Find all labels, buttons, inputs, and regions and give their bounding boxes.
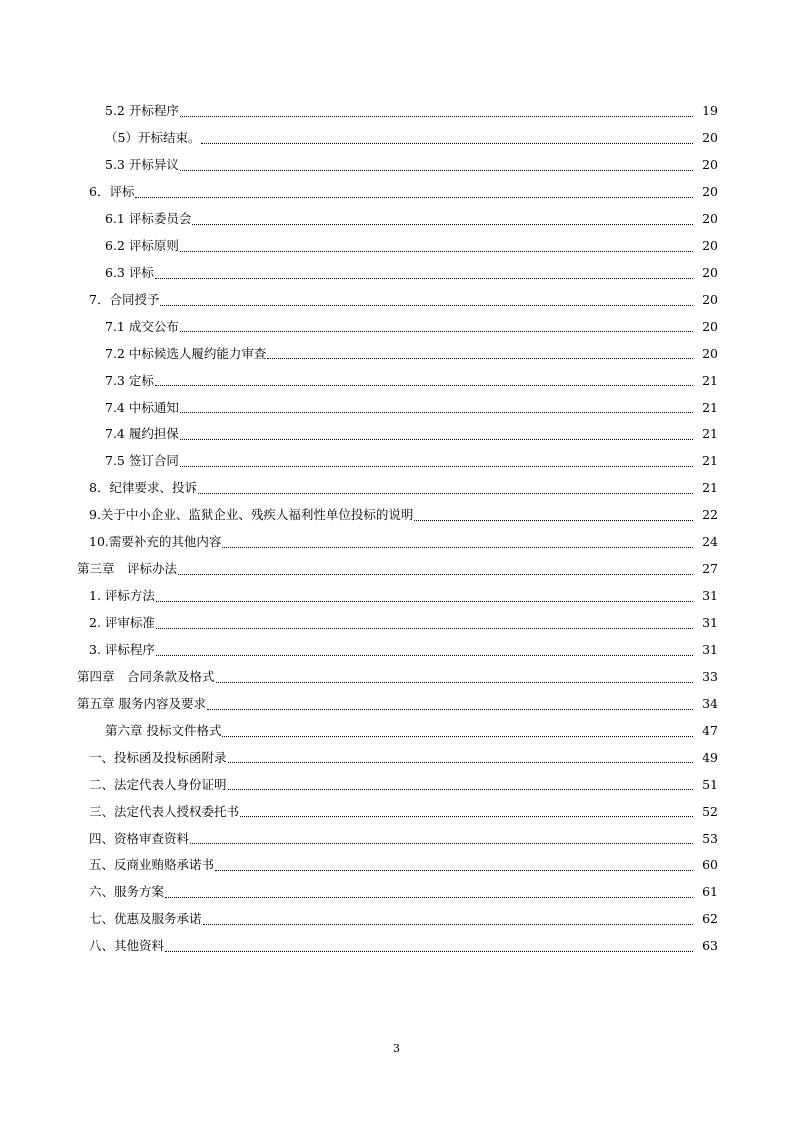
- toc-entry-title: 6.3 评标: [105, 264, 154, 280]
- toc-entry-page-number: 20: [702, 210, 718, 226]
- toc-entry[interactable]: [0, 287, 793, 314]
- toc-dot-leader: [267, 357, 693, 359]
- toc-entry-page-number: 20: [702, 157, 718, 173]
- toc-dot-leader: [180, 465, 693, 467]
- toc-entry-page-number: 20: [702, 291, 718, 307]
- toc-dot-leader: [156, 627, 693, 629]
- toc-entry-page-number: 63: [702, 938, 718, 954]
- toc-entry[interactable]: [0, 475, 793, 502]
- toc-entry-page-number: 60: [702, 857, 718, 873]
- toc-entry-title: 1. 评标方法: [89, 588, 155, 604]
- toc-entry[interactable]: [0, 825, 793, 852]
- toc-entry-title: 7.1 成交公布: [105, 318, 179, 334]
- toc-entry-page-number: 20: [702, 130, 718, 146]
- toc-entry[interactable]: [0, 394, 793, 421]
- toc-entry-title: 一、投标函及投标函附录: [89, 749, 227, 765]
- toc-dot-leader: [216, 681, 693, 683]
- toc-dot-leader: [222, 735, 693, 737]
- toc-entry[interactable]: [0, 314, 793, 341]
- toc-entry-title: 7.5 签订合同: [105, 453, 179, 469]
- toc-dot-leader: [165, 950, 693, 952]
- toc-dot-leader: [240, 815, 693, 817]
- toc-entry-title: （5）开标结束。: [105, 130, 201, 146]
- toc-entry-page-number: 31: [702, 641, 718, 657]
- toc-dot-leader: [414, 519, 693, 521]
- toc-dot-leader: [155, 277, 693, 279]
- toc-entry-page-number: 49: [702, 749, 718, 765]
- toc-entry[interactable]: [0, 583, 793, 610]
- toc-dot-leader: [156, 600, 693, 602]
- toc-entry-page-number: 21: [702, 372, 718, 388]
- toc-entry-title: 七、优惠及服务承诺: [89, 911, 202, 927]
- toc-dot-leader: [190, 842, 693, 844]
- toc-entry-title: 六、服务方案: [89, 884, 165, 900]
- toc-entry-title: 10.需要补充的其他内容: [89, 534, 222, 550]
- toc-entry-page-number: 20: [702, 345, 718, 361]
- toc-entry[interactable]: [0, 933, 793, 960]
- toc-entry[interactable]: [0, 610, 793, 637]
- toc-entry-page-number: 31: [702, 615, 718, 631]
- toc-dot-leader: [215, 869, 693, 871]
- toc-entry-title: 第三章 评标办法: [77, 561, 178, 577]
- toc-dot-leader: [203, 923, 693, 925]
- toc-dot-leader: [156, 654, 693, 656]
- toc-entry[interactable]: [0, 771, 793, 798]
- toc-entry[interactable]: [0, 98, 793, 125]
- toc-entry[interactable]: [0, 448, 793, 475]
- toc-entry-title: 5.3 开标异议: [105, 157, 179, 173]
- toc-entry-title: 2. 评审标准: [89, 615, 155, 631]
- toc-dot-leader: [198, 492, 693, 494]
- toc-dot-leader: [155, 384, 693, 386]
- toc-entry-title: 第四章 合同条款及格式: [77, 668, 215, 684]
- toc-entry[interactable]: [0, 529, 793, 556]
- toc-entry-page-number: 51: [702, 776, 718, 792]
- toc-dot-leader: [165, 896, 693, 898]
- toc-entry[interactable]: [0, 691, 793, 718]
- toc-entry-title: 八、其他资料: [89, 938, 165, 954]
- toc-entry-title: 四、资格审查资料: [89, 830, 190, 846]
- toc-entry[interactable]: [0, 179, 793, 206]
- toc-entry-page-number: 21: [702, 453, 718, 469]
- page-number: 3: [393, 1042, 400, 1055]
- toc-entry-title: 5.2 开标程序: [105, 103, 179, 119]
- toc-entry[interactable]: [0, 260, 793, 287]
- toc-dot-leader: [180, 169, 693, 171]
- toc-entry-page-number: 21: [702, 480, 718, 496]
- toc-entry[interactable]: [0, 340, 793, 367]
- toc-entry-title: 7.4 履约担保: [105, 426, 179, 442]
- toc-entry[interactable]: [0, 745, 793, 772]
- toc-entry-page-number: 20: [702, 264, 718, 280]
- toc-dot-leader: [180, 438, 693, 440]
- toc-entry[interactable]: [0, 206, 793, 233]
- toc-dot-leader: [180, 250, 693, 252]
- toc-entry[interactable]: [0, 556, 793, 583]
- toc-entry-title: 7.4 中标通知: [105, 399, 179, 415]
- toc-dot-leader: [228, 761, 693, 763]
- toc-entry[interactable]: [0, 664, 793, 691]
- toc-entry-title: 6.2 评标原则: [105, 237, 179, 253]
- toc-entry-page-number: 20: [702, 184, 718, 200]
- toc-entry-page-number: 62: [702, 911, 718, 927]
- toc-entry[interactable]: [0, 152, 793, 179]
- toc-entry-title: 第六章 投标文件格式: [105, 722, 222, 738]
- toc-entry-page-number: 24: [702, 534, 718, 550]
- toc-entry-title: 8．纪律要求、投诉: [89, 480, 197, 496]
- toc-dot-leader: [135, 196, 693, 198]
- toc-entry-page-number: 19: [702, 103, 718, 119]
- toc-entry[interactable]: [0, 421, 793, 448]
- toc-entry[interactable]: [0, 502, 793, 529]
- toc-entry-title: 7.3 定标: [105, 372, 154, 388]
- toc-entry[interactable]: [0, 125, 793, 152]
- toc-dot-leader: [160, 304, 693, 306]
- toc-entry-page-number: 22: [702, 507, 718, 523]
- toc-entry-title: 6．评标: [89, 184, 135, 200]
- toc-dot-leader: [180, 330, 693, 332]
- toc-dot-leader: [222, 546, 693, 548]
- toc-entry[interactable]: [0, 798, 793, 825]
- table-of-contents: [0, 98, 793, 960]
- toc-entry-title: 第五章 服务内容及要求: [77, 695, 206, 711]
- toc-entry-title: 二、法定代表人身份证明: [89, 776, 227, 792]
- toc-entry-page-number: 27: [702, 561, 718, 577]
- toc-entry[interactable]: [0, 852, 793, 879]
- toc-entry-page-number: 20: [702, 237, 718, 253]
- toc-entry[interactable]: [0, 367, 793, 394]
- toc-entry-title: 9.关于中小企业、监狱企业、残疾人福利性单位投标的说明: [89, 507, 414, 523]
- toc-dot-leader: [207, 708, 693, 710]
- toc-entry-page-number: 20: [702, 318, 718, 334]
- toc-entry-title: 3. 评标程序: [89, 641, 155, 657]
- toc-entry-page-number: 47: [702, 722, 718, 738]
- toc-entry-page-number: 33: [702, 668, 718, 684]
- toc-dot-leader: [228, 788, 693, 790]
- toc-entry-page-number: 31: [702, 588, 718, 604]
- toc-entry[interactable]: [0, 233, 793, 260]
- toc-entry-page-number: 52: [702, 803, 718, 819]
- toc-entry-title: 7．合同授予: [89, 291, 160, 307]
- toc-entry[interactable]: [0, 906, 793, 933]
- toc-entry-page-number: 21: [702, 399, 718, 415]
- toc-dot-leader: [180, 411, 693, 413]
- toc-entry-page-number: 21: [702, 426, 718, 442]
- toc-entry[interactable]: [0, 879, 793, 906]
- toc-entry-title: 三、法定代表人授权委托书: [89, 803, 240, 819]
- toc-dot-leader: [201, 142, 693, 144]
- toc-entry[interactable]: [0, 637, 793, 664]
- toc-entry-title: 6.1 评标委员会: [105, 210, 192, 226]
- toc-dot-leader: [192, 223, 693, 225]
- toc-entry-title: 7.2 中标候选人履约能力审查: [105, 345, 267, 361]
- toc-entry-page-number: 34: [702, 695, 718, 711]
- toc-entry-title: 五、反商业贿赂承诺书: [89, 857, 215, 873]
- toc-dot-leader: [178, 573, 693, 575]
- toc-dot-leader: [180, 115, 693, 117]
- toc-entry[interactable]: [0, 718, 793, 745]
- toc-entry-page-number: 61: [702, 884, 718, 900]
- toc-entry-page-number: 53: [702, 830, 718, 846]
